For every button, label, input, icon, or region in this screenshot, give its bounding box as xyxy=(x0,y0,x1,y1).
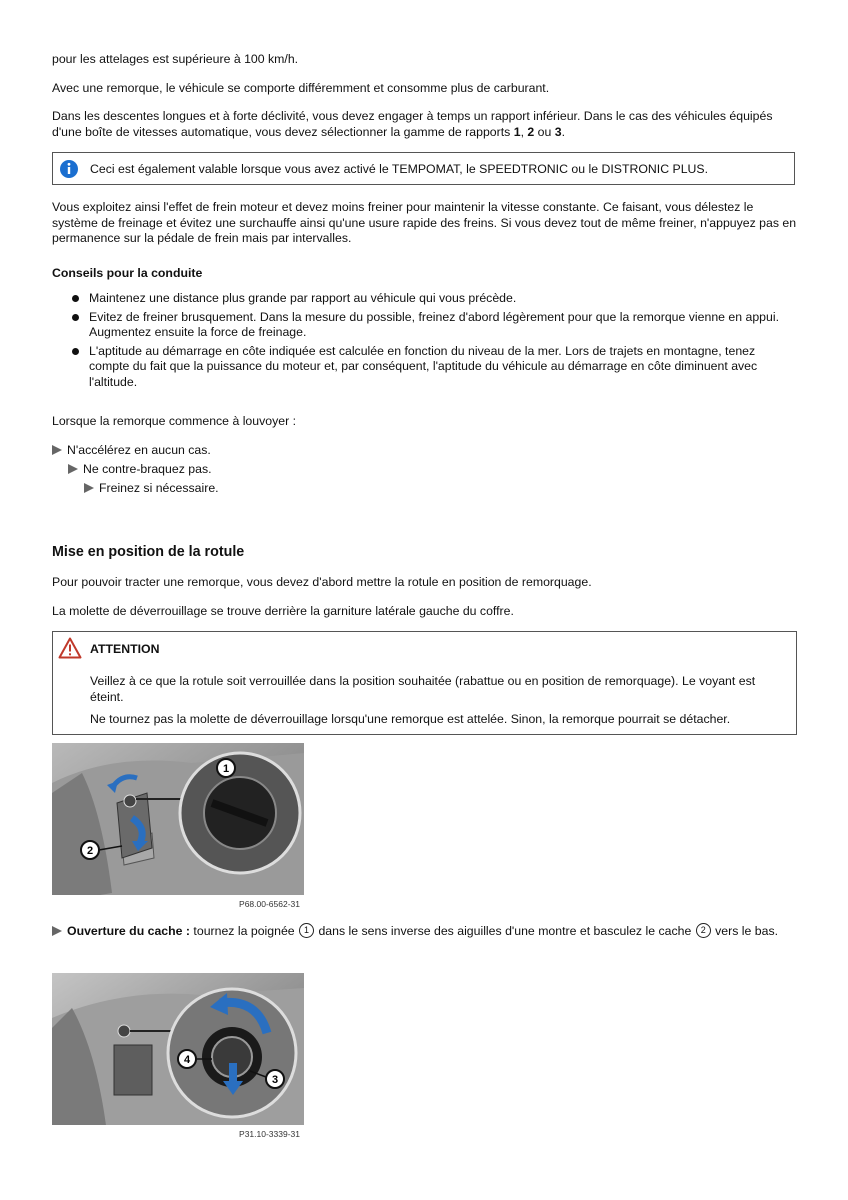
instruction-label: Ouverture du cache : xyxy=(67,924,191,938)
subheading: Conseils pour la conduite xyxy=(52,266,203,280)
text: vers le bas. xyxy=(711,924,779,938)
step-text: N'accélérez en aucun cas. xyxy=(67,443,211,457)
gear-3: 3 xyxy=(554,124,562,139)
gear-2: 2 xyxy=(527,124,535,139)
step-text: Freinez si nécessaire. xyxy=(99,481,219,495)
callout-4: 4 xyxy=(183,1054,191,1066)
triangle-right-icon xyxy=(84,483,94,493)
section-title: Mise en position de la rotule xyxy=(52,544,245,560)
knob-illustration xyxy=(52,973,304,1141)
info-text: Ceci est également valable lorsque vous avez activé le TEMPOMAT, le SPEEDTRONIC ou le DISTRONIC PLUS. xyxy=(90,162,709,176)
step-item xyxy=(52,443,211,459)
callout-3: 3 xyxy=(271,1074,279,1086)
callout-ref-1: 1 xyxy=(299,923,314,938)
info-box xyxy=(52,152,795,185)
instruction-step xyxy=(52,923,797,940)
warning-triangle-icon xyxy=(58,637,82,659)
callout-ref-2: 2 xyxy=(696,923,711,938)
paragraph: Vous exploitez ainsi l'effet de frein moteur et devez moins freiner pour maintenir la vitesse constante. Ce faisant, vous délestez le système de freinage et évitez une surchauffe ainsi qu'une usure rapide des freins. Si vous devez tout de même freiner, n'appuyez pas en permanence sur la pédale de frein mais par intervalles. xyxy=(52,200,797,245)
paragraph: La molette de déverrouillage se trouve derrière la garniture latérale gauche du coffre. xyxy=(52,604,514,618)
gear-1: 1 xyxy=(513,124,521,139)
trunk-illustration xyxy=(52,743,304,911)
warning-box xyxy=(52,631,797,735)
triangle-right-icon xyxy=(52,926,62,936)
triangle-right-icon xyxy=(68,464,78,474)
paragraph: pour les attelages est supérieure à 100 km/h. xyxy=(52,52,299,66)
callout-1: 1 xyxy=(222,763,230,775)
step-text: Ne contre-braquez pas. xyxy=(83,462,212,476)
text: Dans les descentes longues et à forte déclivité, vous devez engager à temps un rapport inférieur. Dans le cas des véhicules équipés d'une boîte de vitesses automatique, vous devez sélectionner la gamme de rapports xyxy=(52,109,773,139)
warning-text: Veillez à ce que la rotule soit verrouillée dans la position souhaitée (rabattue ou en position de remorquage). Le voyant est éteint. xyxy=(90,674,756,704)
triangle-right-icon xyxy=(52,445,62,455)
bullet-icon xyxy=(72,348,79,355)
bullet-icon xyxy=(72,295,79,302)
paragraph: Pour pouvoir tracter une remorque, vous devez d'abord mettre la rotule en position de remorquage. xyxy=(52,575,592,589)
warning-title: ATTENTION xyxy=(90,642,160,656)
bullet-icon xyxy=(72,314,79,321)
step-item xyxy=(84,481,219,497)
text: ou xyxy=(534,124,555,139)
paragraph xyxy=(52,109,797,140)
list-item xyxy=(52,291,797,307)
list-item-text: Evitez de freiner brusquement. Dans la mesure du possible, freinez d'abord légèrement pour que la remorque vienne en appui. Augmentez ensuite la force de freinage. xyxy=(89,309,780,339)
paragraph: Lorsque la remorque commence à louvoyer : xyxy=(52,414,297,428)
paragraph: Avec une remorque, le véhicule se comporte différemment et consomme plus de carburant. xyxy=(52,81,550,95)
bullet-list xyxy=(52,291,797,393)
text: tournez la poignée xyxy=(190,924,299,938)
figure-code: P31.10-3339-31 xyxy=(239,1129,300,1139)
list-item xyxy=(52,344,797,391)
warning-text: Ne tournez pas la molette de déverrouillage lorsqu'une remorque est attelée. Sinon, la remorque pourrait se détacher. xyxy=(90,712,731,726)
step-item xyxy=(68,462,212,478)
figure-trunk-cover xyxy=(52,743,304,911)
list-item xyxy=(52,310,797,341)
list-item-text: L'aptitude au démarrage en côte indiquée est calculée en fonction du niveau de la mer. Lors de trajets en montagne, tenez compte du fait que la puissance du moteur et, par conséquent, l'aptitude du véhicule au démarrage en côte diminuent avec l'altitude. xyxy=(89,343,758,389)
figure-code: P68.00-6562-31 xyxy=(239,899,300,909)
text: . xyxy=(561,124,566,139)
info-icon xyxy=(59,159,79,179)
callout-2: 2 xyxy=(86,845,94,857)
figure-release-knob xyxy=(52,973,304,1141)
list-item-text: Maintenez une distance plus grande par rapport au véhicule qui vous précède. xyxy=(89,291,517,305)
text: , xyxy=(520,124,528,139)
text: dans le sens inverse des aiguilles d'une montre et basculez le cache xyxy=(315,924,695,938)
